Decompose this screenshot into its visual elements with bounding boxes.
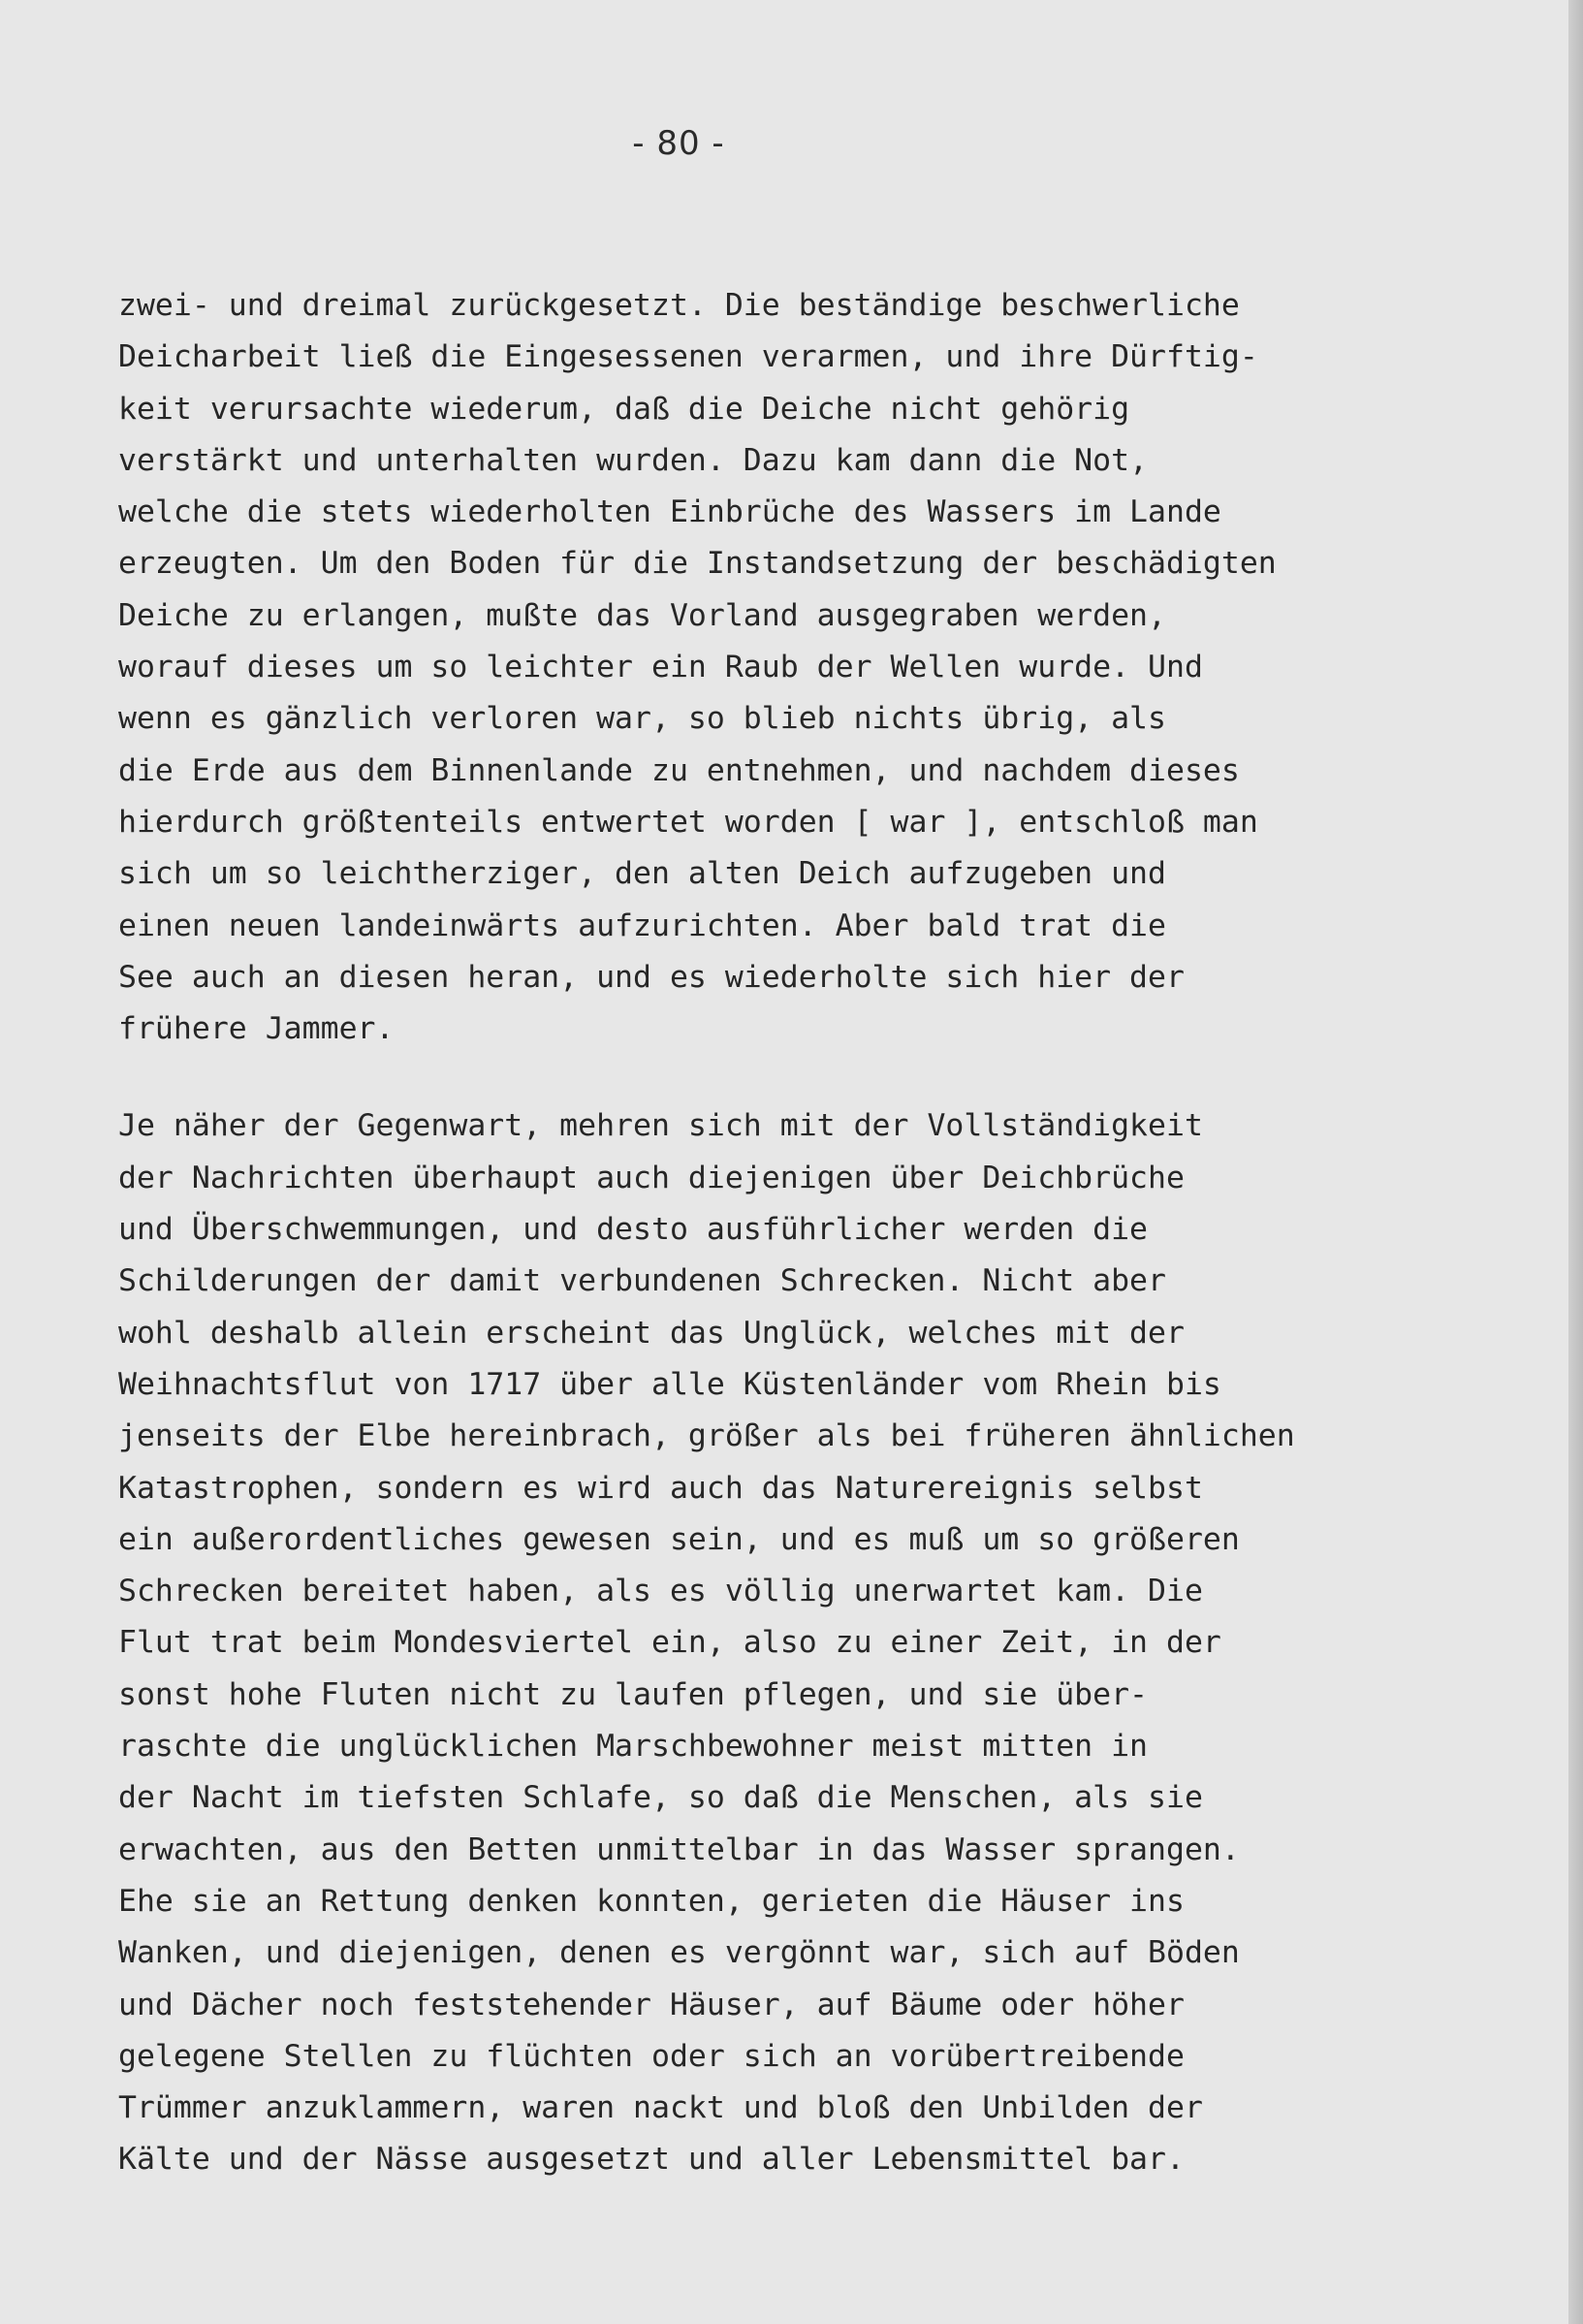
text-line: sonst hohe Fluten nicht zu laufen pflegen, und sie über- [118, 1676, 1149, 1712]
text-line: und Überschwemmungen, und desto ausführlicher werden die [118, 1212, 1149, 1248]
text-line: zwei- und dreimal zurückgesetzt. Die beständige beschwerliche [118, 288, 1240, 323]
text-line: ein außerordentliches gewesen sein, und es muß um so größeren [118, 1521, 1240, 1557]
page-edge [1568, 0, 1583, 2324]
text-line: welche die stets wiederholten Einbrüche des Wassers im Lande [118, 494, 1221, 530]
text-line: worauf dieses um so leichter ein Raub der Wellen wurde. Und [118, 650, 1203, 685]
text-line: Schrecken bereitet haben, als es völlig unerwartet kam. Die [118, 1574, 1203, 1609]
text-line: die Erde aus dem Binnenlande zu entnehmen, und nachdem dieses [118, 752, 1240, 788]
paragraph-2 [118, 1100, 1295, 2185]
text-line: und Dächer noch feststehender Häuser, auf Bäume oder höher [118, 1987, 1185, 2022]
text-line: einen neuen landeinwärts aufzurichten. Aber bald trat die [118, 907, 1166, 943]
text-line: verstärkt und unterhalten wurden. Dazu kam dann die Not, [118, 442, 1149, 478]
text-line: See auch an diesen heran, und es wiederholte sich hier der [118, 959, 1185, 995]
text-line: der Nachrichten überhaupt auch diejenigen über Deichbrüche [118, 1160, 1185, 1195]
text-line: keit verursachte wiederum, daß die Deiche nicht gehörig [118, 391, 1130, 427]
body-text [118, 280, 1295, 2186]
text-line: der Nacht im tiefsten Schlafe, so daß die Menschen, als sie [118, 1780, 1203, 1816]
text-line: Schilderungen der damit verbundenen Schrecken. Nicht aber [118, 1263, 1166, 1299]
text-line: Deiche zu erlangen, mußte das Vorland ausgegraben werden, [118, 597, 1166, 633]
text-line: Ehe sie an Rettung denken konnten, gerieten die Häuser ins [118, 1883, 1185, 1919]
text-line: Katastrophen, sondern es wird auch das Naturereignis selbst [118, 1470, 1203, 1506]
text-line: erzeugten. Um den Boden für die Instandsetzung der beschädigten [118, 546, 1277, 582]
text-line: wohl deshalb allein erscheint das Unglück, welches mit der [118, 1315, 1185, 1351]
text-line: Wanken, und diejenigen, denen es vergönnt war, sich auf Böden [118, 1935, 1240, 1971]
text-line: Weihnachtsflut von 1717 über alle Küstenländer vom Rhein bis [118, 1366, 1221, 1402]
text-line: jenseits der Elbe hereinbrach, größer als bei früheren ähnlichen [118, 1418, 1295, 1454]
text-line: Deicharbeit ließ die Eingesessenen verarmen, und ihre Dürftig- [118, 339, 1258, 375]
text-line: Je näher der Gegenwart, mehren sich mit der Vollständigkeit [118, 1108, 1203, 1144]
text-line: Trümmer anzuklammern, waren nackt und bloß den Unbilden der [118, 2090, 1203, 2126]
text-line: gelegene Stellen zu flüchten oder sich an vorübertreibende [118, 2038, 1185, 2074]
text-line: Kälte und der Nässe ausgesetzt und aller Lebensmittel bar. [118, 2142, 1185, 2178]
text-line: sich um so leichtherziger, den alten Deich aufzugeben und [118, 856, 1166, 892]
page-number: - 80 - [632, 124, 725, 163]
text-line: erwachten, aus den Betten unmittelbar in das Wasser sprangen. [118, 1831, 1240, 1867]
text-line: raschte die unglücklichen Marschbewohner meist mitten in [118, 1729, 1149, 1765]
text-line: frühere Jammer. [118, 1011, 395, 1047]
text-line: hierdurch größtenteils entwertet worden [ war ], entschloß man [118, 804, 1258, 840]
text-line: Flut trat beim Mondesviertel ein, also zu einer Zeit, in der [118, 1625, 1221, 1661]
paragraph-1 [118, 280, 1295, 1055]
text-line: wenn es gänzlich verloren war, so blieb nichts übrig, als [118, 701, 1166, 737]
